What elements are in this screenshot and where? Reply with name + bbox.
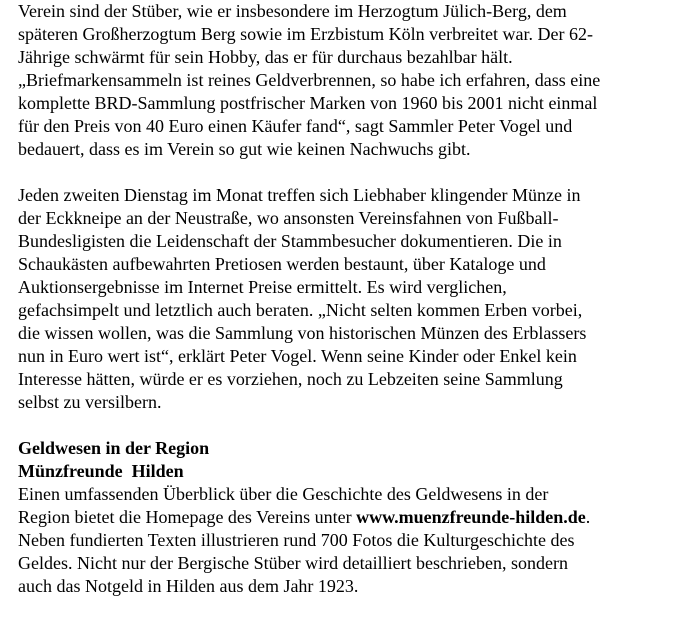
text-line: Jährige schwärmt für sein Hobby, das er für durchaus bezahlbar hält. [18, 47, 513, 67]
text-line: gefachsimpelt und letztlich auch beraten. „Nicht selten kommen Erben vorbei, [18, 300, 583, 320]
text-line: Schaukästen aufbewahrten Pretiosen werden bestaunt, über Kataloge und [18, 254, 546, 274]
text-line: die wissen wollen, was die Sammlung von historischen Münzen des Erblassers [18, 323, 587, 343]
text-line: „Briefmarkensammeln ist reines Geldverbrennen, so habe ich erfahren, dass eine [18, 70, 601, 90]
text-line: Einen umfassenden Überblick über die Geschichte des Geldwesens in der [18, 484, 549, 504]
text-line: der Eckkneipe an der Neustraße, wo ansonsten Vereinsfahnen von Fußball- [18, 208, 559, 228]
text-line: Interesse hätten, würde er es vorziehen, noch zu Lebzeiten seine Sammlung [18, 369, 563, 389]
text-fragment: . [585, 507, 591, 527]
paragraph-spacer [18, 414, 694, 437]
paragraph-1 [18, 0, 694, 161]
text-line: nun in Euro wert ist“, erklärt Peter Vogel. Wenn seine Kinder oder Enkel kein [18, 346, 577, 366]
text-line: Geldes. Nicht nur der Bergische Stüber wird detailliert beschrieben, sondern [18, 553, 569, 573]
text-fragment: Region bietet die Homepage des Vereins unter [18, 507, 357, 527]
text-line: späteren Großherzogtum Berg sowie im Erzbistum Köln verbreitet war. Der 62- [18, 24, 594, 44]
text-line: Verein sind der Stüber, wie er insbesondere im Herzogtum Jülich-Berg, dem [18, 1, 567, 21]
paragraph-spacer [18, 161, 694, 184]
section-heading: Geldwesen in der Region [18, 438, 210, 458]
text-line: auch das Notgeld in Hilden aus dem Jahr 1923. [18, 576, 359, 596]
text-line: komplette BRD-Sammlung postfrischer Marken von 1960 bis 2001 nicht einmal [18, 93, 598, 113]
text-line: Jeden zweiten Dienstag im Monat treffen sich Liebhaber klingender Münze in [18, 185, 581, 205]
paragraph-2 [18, 184, 694, 414]
text-line: bedauert, dass es im Verein so gut wie keinen Nachwuchs gibt. [18, 139, 471, 159]
article-page [18, 0, 694, 598]
section-box [18, 437, 694, 598]
text-line: Neben fundierten Texten illustrieren rund 700 Fotos die Kulturgeschichte des [18, 530, 575, 550]
text-line: Auktionsergebnisse im Internet Preise ermittelt. Es wird verglichen, [18, 277, 507, 297]
text-line: selbst zu versilbern. [18, 392, 162, 412]
website-link[interactable]: www.muenzfreunde-hilden.de [356, 507, 586, 527]
text-line-with-link [18, 506, 694, 529]
text-line: für den Preis von 40 Euro einen Käufer fand“, sagt Sammler Peter Vogel und [18, 116, 573, 136]
section-subheading: Münzfreunde Hilden [18, 461, 184, 481]
text-line: Bundesligisten die Leidenschaft der Stammbesucher dokumentieren. Die in [18, 231, 562, 251]
